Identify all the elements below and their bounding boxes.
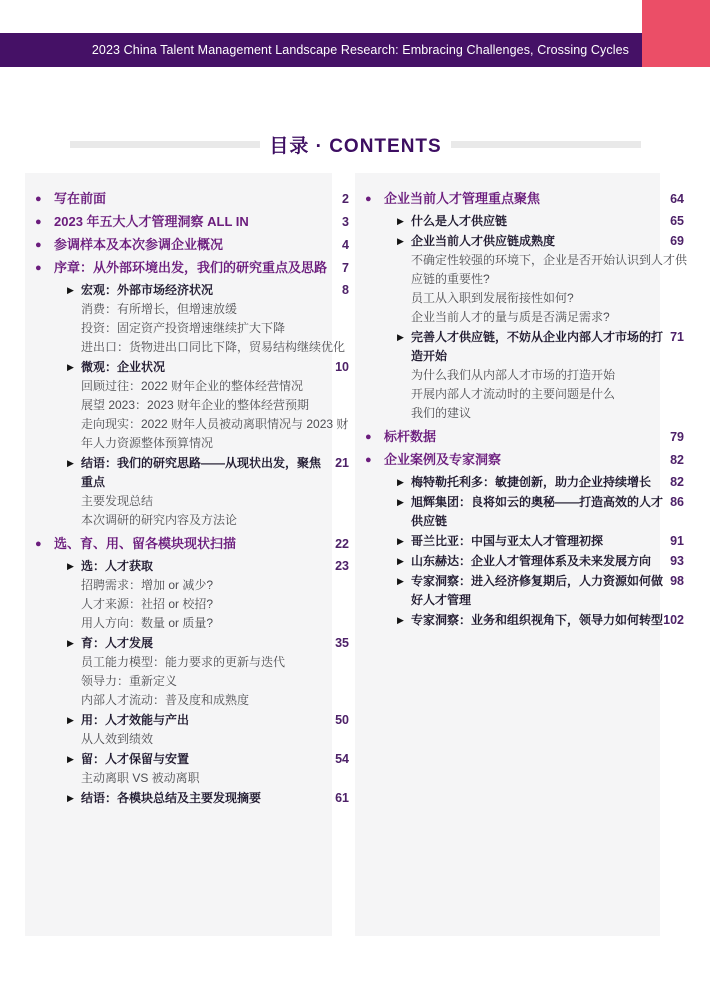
toc-entry[interactable] [25, 377, 352, 396]
toc-entry[interactable] [355, 451, 690, 469]
arrow-icon: ▶ [397, 536, 404, 546]
toc-entry-page: 21 [335, 456, 349, 470]
toc-entry-title: 企业案例及专家洞察 [384, 452, 502, 467]
toc-entry-title: 参调样本及本次参调企业概况 [54, 237, 224, 252]
toc-entry-title: 梅特勒托利多：敏捷创新，助力企业持续增长 [411, 475, 652, 489]
toc-entry[interactable] [25, 576, 352, 595]
toc-entry[interactable] [25, 595, 352, 614]
arrow-icon: ▶ [67, 638, 74, 648]
arrow-icon: ▶ [67, 362, 74, 372]
corner-ribbon [642, 0, 710, 67]
toc-entry[interactable] [355, 404, 690, 423]
toc-entry[interactable] [25, 769, 352, 788]
toc-entry[interactable] [25, 396, 352, 415]
toc-entry[interactable] [25, 557, 352, 576]
bullet-icon: ● [365, 431, 372, 443]
toc-entry-page: 64 [670, 192, 684, 206]
toc-entry[interactable] [355, 212, 690, 231]
toc-entry-title: 标杆数据 [384, 429, 437, 444]
toc-entry-page: 35 [335, 636, 349, 650]
toc-entry[interactable] [355, 385, 690, 404]
page-title: 目录 · CONTENTS [269, 136, 442, 157]
toc-entry-title: 主动离职 VS 被动离职 [81, 771, 200, 785]
toc-entry-title: 我们的建议 [411, 406, 472, 420]
toc-entry[interactable] [355, 289, 690, 308]
toc-right-column [355, 173, 690, 936]
toc-entry[interactable] [25, 190, 352, 208]
toc-entry-title: 宏观：外部市场经济状况 [81, 283, 214, 297]
toc-entry[interactable] [355, 611, 690, 630]
arrow-icon: ▶ [67, 793, 74, 803]
toc-entry-title: 2023 年五大人才管理洞察 ALL IN [54, 214, 249, 229]
toc-entry[interactable] [25, 511, 352, 530]
toc-entry-page: 10 [335, 360, 349, 374]
toc-entry-title: 招聘需求：增加 or 减少? [81, 578, 214, 592]
toc-entry-page: 82 [670, 475, 684, 489]
toc-entry-page: 54 [335, 752, 349, 766]
toc-entry-title: 展望 2023：2023 财年企业的整体经营预期 [81, 398, 310, 412]
toc-entry-title: 留：人才保留与安置 [81, 752, 190, 766]
toc-entry-page: 7 [342, 261, 349, 275]
toc-entry-title: 山东赫达：企业人才管理体系及未来发展方向 [411, 554, 652, 568]
toc-entry-title: 选：人才获取 [81, 559, 154, 573]
toc-entry[interactable] [25, 319, 352, 338]
arrow-icon: ▶ [397, 236, 404, 246]
toc-entry[interactable] [25, 614, 352, 633]
toc-entry-title: 写在前面 [54, 191, 107, 206]
toc-entry-title: 结语：各模块总结及主要发现摘要 [81, 791, 262, 805]
toc-entry-title: 选、育、用、留各模块现状扫描 [54, 536, 237, 551]
toc-entry-page: 65 [670, 214, 684, 228]
toc-entry-title: 领导力：重新定义 [81, 674, 178, 688]
arrow-icon: ▶ [397, 576, 404, 586]
toc-entry-title: 结语：我们的研究思路——从现状出发，聚焦重点 [81, 456, 322, 489]
toc-entry-title: 用人方向：数量 or 质量? [81, 616, 214, 630]
toc-entry[interactable] [355, 308, 690, 327]
toc-entry-title: 本次调研的研究内容及方法论 [81, 513, 238, 527]
toc-entry-title: 进出口：货物进出口同比下降，贸易结构继续优化 [81, 340, 346, 354]
toc-entry[interactable] [25, 653, 352, 672]
toc-entry-title: 员工能力模型：能力要求的更新与迭代 [81, 655, 286, 669]
toc-entry-title: 用：人才效能与产出 [81, 713, 190, 727]
toc-entry-page: 91 [670, 534, 684, 548]
toc-entry-page: 82 [670, 453, 684, 467]
toc-entry-page: 102 [663, 613, 684, 627]
toc-entry-title: 完善人才供应链，不妨从企业内部人才市场的打造开始 [411, 330, 664, 363]
toc-entry-title: 专家洞察：业务和组织视角下，领导力如何转型 [411, 613, 664, 627]
toc-entry-title: 内部人才流动：普及度和成熟度 [81, 693, 250, 707]
arrow-icon: ▶ [67, 715, 74, 725]
toc-entry[interactable] [355, 572, 690, 610]
toc-entry-title: 企业当前人才管理重点聚焦 [384, 191, 541, 206]
toc-entry-title: 序章：从外部环境出发，我们的研究重点及思路 [54, 260, 328, 275]
report-title-bar [0, 33, 642, 67]
toc-entry-page: 3 [342, 215, 349, 229]
toc-entry-title: 不确定性较强的环境下，企业是否开始认识到人才供应链的重要性? [411, 253, 688, 286]
toc-entry[interactable] [355, 328, 690, 366]
arrow-icon: ▶ [397, 497, 404, 507]
toc-entry-page: 93 [670, 554, 684, 568]
toc-columns [25, 173, 690, 936]
toc-entry-title: 从人效到绩效 [81, 732, 154, 746]
toc-entry-title: 回顾过往：2022 财年企业的整体经营情况 [81, 379, 304, 393]
toc-entry[interactable] [355, 493, 690, 531]
toc-entry-page: 4 [342, 238, 349, 252]
toc-entry-page: 8 [342, 283, 349, 297]
toc-entry-page: 98 [670, 574, 684, 588]
contents-title-row [70, 131, 641, 158]
bullet-icon: ● [35, 239, 42, 251]
title-rule-right [451, 141, 641, 148]
toc-entry-title: 什么是人才供应链 [411, 214, 508, 228]
toc-entry[interactable] [355, 366, 690, 385]
toc-entry[interactable] [355, 428, 690, 446]
toc-entry[interactable] [25, 300, 352, 319]
toc-entry-title: 微观：企业状况 [81, 360, 166, 374]
toc-entry[interactable] [355, 473, 690, 492]
toc-left-column [25, 173, 352, 936]
toc-entry-title: 为什么我们从内部人才市场的打造开始 [411, 368, 616, 382]
toc-entry[interactable] [25, 750, 352, 769]
toc-entry[interactable] [25, 338, 352, 357]
arrow-icon: ▶ [67, 561, 74, 571]
arrow-icon: ▶ [397, 615, 404, 625]
toc-entry[interactable] [25, 415, 352, 453]
toc-entry[interactable] [25, 454, 352, 492]
toc-entry[interactable] [355, 232, 690, 251]
toc-entry-page: 50 [335, 713, 349, 727]
toc-entry-title: 开展内部人才流动时的主要问题是什么 [411, 387, 616, 401]
toc-entry-page: 79 [670, 430, 684, 444]
toc-entry-title: 走向现实：2022 财年人员被动离职情况与 2023 财年人力资源整体预算情况 [81, 417, 349, 450]
toc-entry[interactable] [355, 190, 690, 208]
toc-entry-title: 企业当前人才的量与质是否满足需求? [411, 310, 610, 324]
toc-entry-title: 旭辉集团：良将如云的奥秘——打造高效的人才供应链 [411, 495, 664, 528]
toc-entry-title: 企业当前人才供应链成熟度 [411, 234, 556, 248]
toc-entry-page: 22 [335, 537, 349, 551]
arrow-icon: ▶ [397, 216, 404, 226]
toc-entry-page: 61 [335, 791, 349, 805]
bullet-icon: ● [35, 216, 42, 228]
toc-entry-title: 员工从入职到发展衔接性如何? [411, 291, 574, 305]
title-rule-left [70, 141, 260, 148]
toc-entry[interactable] [355, 552, 690, 571]
arrow-icon: ▶ [397, 332, 404, 342]
toc-entry[interactable] [25, 789, 352, 808]
bullet-icon: ● [35, 538, 42, 550]
toc-entry[interactable] [25, 358, 352, 377]
toc-entry-page: 2 [342, 192, 349, 206]
toc-entry-page: 23 [335, 559, 349, 573]
toc-entry-page: 86 [670, 495, 684, 509]
bullet-icon: ● [35, 262, 42, 274]
bullet-icon: ● [35, 193, 42, 205]
toc-entry-title: 人才来源：社招 or 校招? [81, 597, 214, 611]
arrow-icon: ▶ [67, 458, 74, 468]
toc-entry[interactable] [25, 691, 352, 710]
toc-entry[interactable] [355, 532, 690, 551]
toc-entry[interactable] [25, 730, 352, 749]
toc-entry-title: 消费：有所增长，但增速放缓 [81, 302, 238, 316]
toc-entry[interactable] [25, 672, 352, 691]
toc-entry[interactable] [25, 711, 352, 730]
toc-entry-title: 育：人才发展 [81, 636, 154, 650]
toc-entry-page: 69 [670, 234, 684, 248]
toc-entry[interactable] [25, 236, 352, 254]
toc-entry-title: 投资：固定资产投资增速继续扩大下降 [81, 321, 286, 335]
toc-entry[interactable] [25, 492, 352, 511]
toc-entry[interactable] [25, 281, 352, 300]
arrow-icon: ▶ [67, 285, 74, 295]
toc-entry[interactable] [355, 251, 690, 289]
bullet-icon: ● [365, 454, 372, 466]
toc-entry-page: 71 [670, 330, 684, 344]
toc-entry[interactable] [25, 259, 352, 277]
arrow-icon: ▶ [397, 556, 404, 566]
toc-entry[interactable] [25, 535, 352, 553]
toc-entry-title: 专家洞察：进入经济修复期后，人力资源如何做好人才管理 [411, 574, 664, 607]
report-title: 2023 China Talent Management Landscape Research: Embracing Challenges, Crossing Cycles [91, 43, 629, 57]
toc-entry[interactable] [25, 634, 352, 653]
toc-entry-title: 哥兰比亚：中国与亚太人才管理初探 [411, 534, 604, 548]
toc-entry[interactable] [25, 213, 352, 231]
toc-entry-title: 主要发现总结 [81, 494, 154, 508]
arrow-icon: ▶ [67, 754, 74, 764]
arrow-icon: ▶ [397, 477, 404, 487]
bullet-icon: ● [365, 193, 372, 205]
